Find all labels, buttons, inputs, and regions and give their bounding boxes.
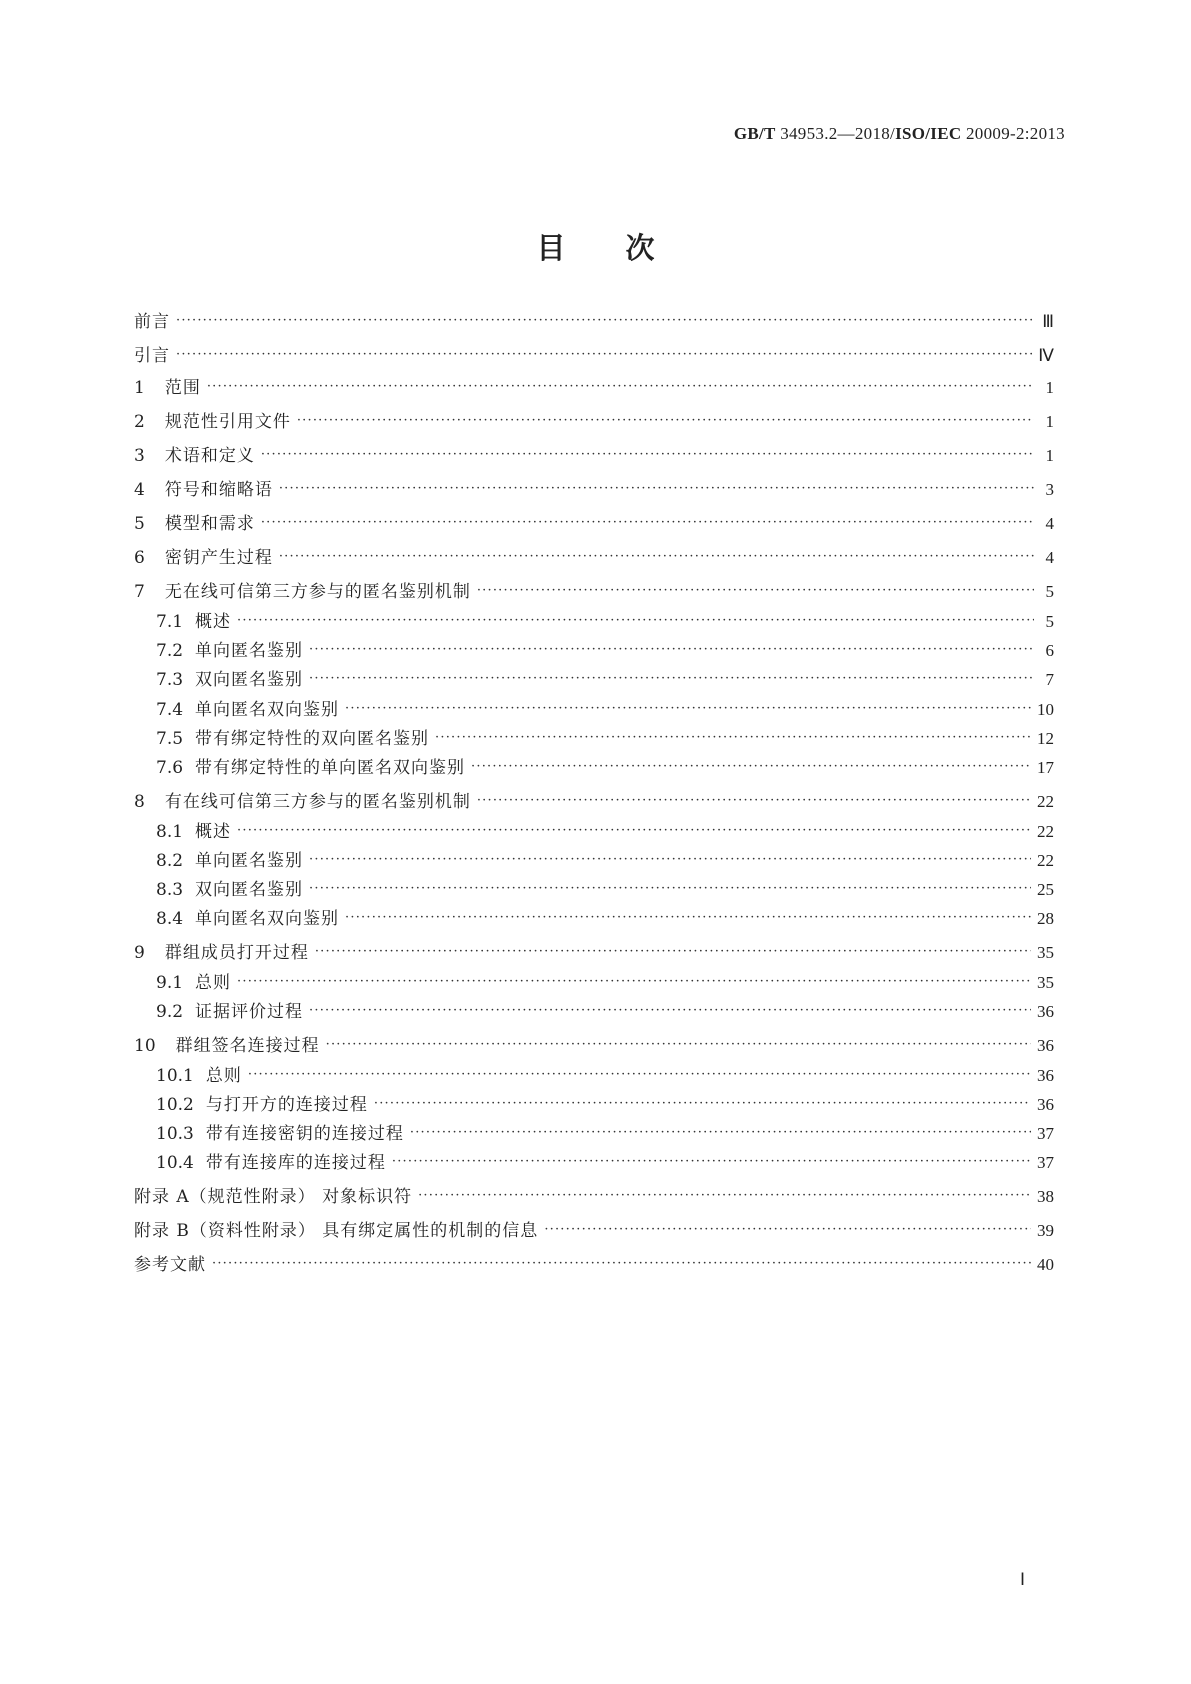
toc-entry-label (156, 670, 309, 690)
toc-entry-number: 7.4 (156, 700, 184, 720)
toc-entry[interactable] (134, 874, 1054, 900)
toc-entry-number: 2 (134, 412, 145, 432)
toc-entry[interactable] (134, 694, 1054, 720)
toc-entry-label (134, 412, 297, 432)
toc-entry-number: 8.3 (156, 880, 184, 900)
toc-entry-page: Ⅲ (1042, 312, 1054, 331)
toc-entry[interactable] (134, 664, 1054, 690)
dot-leader (309, 641, 1034, 661)
toc-entry-page: 4 (1045, 514, 1054, 533)
toc-entry-title: 带有连接库的连接过程 (205, 1153, 386, 1173)
toc-entry-label (134, 1255, 212, 1275)
toc-entry-page: 35 (1037, 943, 1054, 962)
toc-entry-number: 5 (134, 514, 145, 534)
toc-entry-number: 3 (134, 446, 145, 466)
toc-entry-label (156, 612, 237, 632)
dot-leader (212, 1255, 1031, 1275)
toc-entry-label (156, 880, 309, 900)
dot-leader (315, 943, 1031, 963)
toc-entry-title: 有在线可信第三方参与的匿名鉴别机制 (164, 792, 471, 812)
toc-entry-title: 范围 (164, 378, 201, 398)
toc-entry-label (134, 1036, 326, 1056)
toc-entry-page: 6 (1045, 641, 1054, 660)
toc-entry-page: 25 (1037, 880, 1054, 899)
toc-entry[interactable] (134, 996, 1054, 1022)
toc-entry-title: 模型和需求 (164, 514, 255, 534)
toc-entry-page: 40 (1037, 1255, 1054, 1274)
toc-entry-title: 总则 (205, 1066, 242, 1086)
toc-entry-number: 7.2 (156, 641, 184, 661)
dot-leader (309, 1002, 1031, 1022)
dot-leader (345, 909, 1031, 929)
toc-entry-label (156, 729, 435, 749)
toc-entry[interactable] (134, 635, 1054, 661)
toc-entry[interactable] (134, 1030, 1054, 1056)
toc-entry-page: 4 (1045, 548, 1054, 567)
toc-entry-number: 4 (134, 480, 145, 500)
toc-entry[interactable] (134, 306, 1054, 332)
toc-entry[interactable] (134, 508, 1054, 534)
toc-entry-number: 8 (134, 792, 145, 812)
page-title: 目次 (536, 231, 715, 265)
toc-entry-page: 36 (1037, 1066, 1054, 1085)
toc-entry-number: 9.2 (156, 1002, 184, 1022)
dot-leader (309, 670, 1034, 690)
toc-entry-number: 7.5 (156, 729, 184, 749)
toc-entry[interactable] (134, 752, 1054, 778)
toc-entry-number: 6 (134, 548, 145, 568)
toc-entry[interactable] (134, 816, 1054, 842)
toc-entry-page: 36 (1037, 1002, 1054, 1021)
toc-entry[interactable] (134, 1215, 1054, 1241)
toc-entry-page: 1 (1045, 378, 1054, 397)
toc-entry-number: 10.4 (156, 1153, 194, 1173)
toc-entry-page: 12 (1037, 729, 1054, 748)
toc-entry-page: 37 (1037, 1124, 1054, 1143)
page-number: Ⅰ (1020, 1570, 1026, 1589)
toc-entry-label (134, 792, 477, 812)
dot-leader (261, 446, 1034, 466)
toc-entry-label (156, 1095, 374, 1115)
toc-entry-number: 1 (134, 378, 145, 398)
dot-leader (207, 378, 1034, 398)
dot-leader (261, 514, 1034, 534)
toc-entry-label (156, 822, 237, 842)
toc-entry-title: 带有绑定特性的单向匿名双向鉴别 (195, 758, 466, 778)
dot-leader (279, 480, 1034, 500)
toc-entry-title: 符号和缩略语 (164, 480, 273, 500)
toc-entry-label (134, 548, 279, 568)
dot-leader (471, 758, 1031, 778)
toc-entry-label (134, 378, 207, 398)
toc-entry-label (134, 312, 176, 332)
toc-entry-number: 10.3 (156, 1124, 194, 1144)
toc-entry-number: 7 (134, 582, 145, 602)
toc-entry-label (156, 973, 237, 993)
dot-leader (477, 792, 1031, 812)
toc-entry-title: 与打开方的连接过程 (205, 1095, 368, 1115)
dot-leader (297, 412, 1034, 432)
toc-entry[interactable] (134, 372, 1054, 398)
toc-entry-label (156, 851, 309, 871)
toc-entry-label (134, 1187, 418, 1207)
dot-leader (435, 729, 1031, 749)
dot-leader (410, 1124, 1031, 1144)
dot-leader (176, 312, 1034, 332)
toc-entry[interactable] (134, 1089, 1054, 1115)
toc-entry-number: 7.3 (156, 670, 184, 690)
dot-leader (374, 1095, 1031, 1115)
toc-entry-page: 38 (1037, 1187, 1054, 1206)
dot-leader (477, 582, 1034, 602)
toc-entry[interactable] (134, 1249, 1054, 1275)
toc-entry-label (134, 1221, 544, 1241)
toc-entry-title: 无在线可信第三方参与的匿名鉴别机制 (164, 582, 471, 602)
toc-entry-page: 35 (1037, 973, 1054, 992)
dot-leader (309, 851, 1031, 871)
toc-entry-title: 单向匿名鉴别 (195, 851, 304, 871)
toc-entry-title: 双向匿名鉴别 (195, 880, 304, 900)
toc-entry-page: 36 (1037, 1095, 1054, 1114)
dot-leader (248, 1066, 1031, 1086)
toc-entry-page: 37 (1037, 1153, 1054, 1172)
toc-entry-page: 28 (1037, 909, 1054, 928)
toc-entry[interactable] (134, 474, 1054, 500)
dot-leader (279, 548, 1034, 568)
toc-entry[interactable] (134, 1147, 1054, 1173)
toc-entry-page: 5 (1045, 612, 1054, 631)
toc-entry-page: 22 (1037, 851, 1054, 870)
toc-entry-label (156, 1002, 309, 1022)
toc-entry-label (134, 514, 261, 534)
dot-leader (237, 612, 1034, 632)
toc-entry-number: 10 (134, 1036, 156, 1056)
toc-entry[interactable] (134, 542, 1054, 568)
toc-entry-number: 9.1 (156, 973, 184, 993)
toc-entry[interactable] (134, 440, 1054, 466)
toc-entry-title: 附录 B（资料性附录） 具有绑定属性的机制的信息 (134, 1221, 539, 1241)
toc-entry[interactable] (134, 340, 1054, 366)
toc-entry-title: 引言 (134, 346, 170, 366)
toc-entry-title: 术语和定义 (164, 446, 255, 466)
toc-entry-number: 9 (134, 943, 145, 963)
toc-entry-label (156, 758, 471, 778)
dot-leader (418, 1187, 1031, 1207)
dot-leader (237, 973, 1031, 993)
dot-leader (392, 1153, 1031, 1173)
toc-entry-page: 1 (1045, 446, 1054, 465)
toc-entry-title: 概述 (195, 822, 232, 842)
toc-entry-label (156, 1153, 392, 1173)
toc-entry-page: 22 (1037, 822, 1054, 841)
toc-entry-label (156, 641, 309, 661)
toc-entry[interactable] (134, 723, 1054, 749)
dot-leader (309, 880, 1031, 900)
toc-entry[interactable] (134, 786, 1054, 812)
toc-entry-page: 5 (1045, 582, 1054, 601)
toc-entry-number: 8.4 (156, 909, 184, 929)
toc-entry[interactable] (134, 967, 1054, 993)
toc-entry-label (134, 480, 279, 500)
toc-entry-page: 17 (1037, 758, 1054, 777)
toc-entry-title: 单向匿名双向鉴别 (195, 700, 340, 720)
dot-leader (176, 346, 1032, 366)
toc-entry-page: 3 (1045, 480, 1054, 499)
toc-entry-number: 7.6 (156, 758, 184, 778)
toc-entry-title: 概述 (195, 612, 232, 632)
toc-entry[interactable] (134, 1060, 1054, 1086)
toc-entry-label (156, 1066, 248, 1086)
toc-entry-page: 10 (1037, 700, 1054, 719)
toc-entry-label (156, 1124, 410, 1144)
dot-leader (237, 822, 1031, 842)
toc-entry-page: 1 (1045, 412, 1054, 431)
toc-entry-title: 带有绑定特性的双向匿名鉴别 (195, 729, 430, 749)
toc-entry[interactable] (134, 606, 1054, 632)
toc-entry-title: 双向匿名鉴别 (195, 670, 304, 690)
toc-entry-label (156, 700, 345, 720)
toc-entry-number: 10.2 (156, 1095, 194, 1115)
toc-entry-title: 前言 (134, 312, 170, 332)
standard-code: GB/T 34953.2—2018/ISO/IEC 20009-2:2013 (733, 124, 1065, 143)
toc-entry-page: Ⅳ (1038, 346, 1054, 365)
toc-entry-number: 10.1 (156, 1066, 194, 1086)
toc-entry-page: 36 (1037, 1036, 1054, 1055)
toc-entry[interactable] (134, 937, 1054, 963)
toc-entry-title: 带有连接密钥的连接过程 (205, 1124, 404, 1144)
toc-entry-label (156, 909, 345, 929)
toc-entry[interactable] (134, 406, 1054, 432)
toc-entry-title: 群组成员打开过程 (164, 943, 309, 963)
toc-entry[interactable] (134, 1118, 1054, 1144)
toc-entry-title: 参考文献 (134, 1255, 206, 1275)
toc-entry-number: 7.1 (156, 612, 184, 632)
toc-entry-title: 密钥产生过程 (164, 548, 273, 568)
toc-entry-title: 单向匿名双向鉴别 (195, 909, 340, 929)
toc-entry[interactable] (134, 1181, 1054, 1207)
toc-entry-title: 单向匿名鉴别 (195, 641, 304, 661)
toc-entry-title: 附录 A（规范性附录） 对象标识符 (134, 1187, 413, 1207)
toc-entry-page: 39 (1037, 1221, 1054, 1240)
toc-entry-title: 规范性引用文件 (164, 412, 291, 432)
toc-entry[interactable] (134, 903, 1054, 929)
toc-entry-page: 7 (1045, 670, 1054, 689)
toc-entry-title: 证据评价过程 (195, 1002, 304, 1022)
toc-entry[interactable] (134, 576, 1054, 602)
toc-entry-page: 22 (1037, 792, 1054, 811)
toc-entry-number: 8.2 (156, 851, 184, 871)
toc-entry[interactable] (134, 845, 1054, 871)
dot-leader (544, 1221, 1031, 1241)
dot-leader (326, 1036, 1031, 1056)
toc-entry-label (134, 446, 261, 466)
toc-entry-number: 8.1 (156, 822, 184, 842)
toc-entry-title: 群组签名连接过程 (175, 1036, 320, 1056)
toc-entry-label (134, 582, 477, 602)
toc-entry-title: 总则 (195, 973, 232, 993)
toc-entry-label (134, 943, 315, 963)
toc-entry-label (134, 346, 176, 366)
dot-leader (345, 700, 1031, 720)
